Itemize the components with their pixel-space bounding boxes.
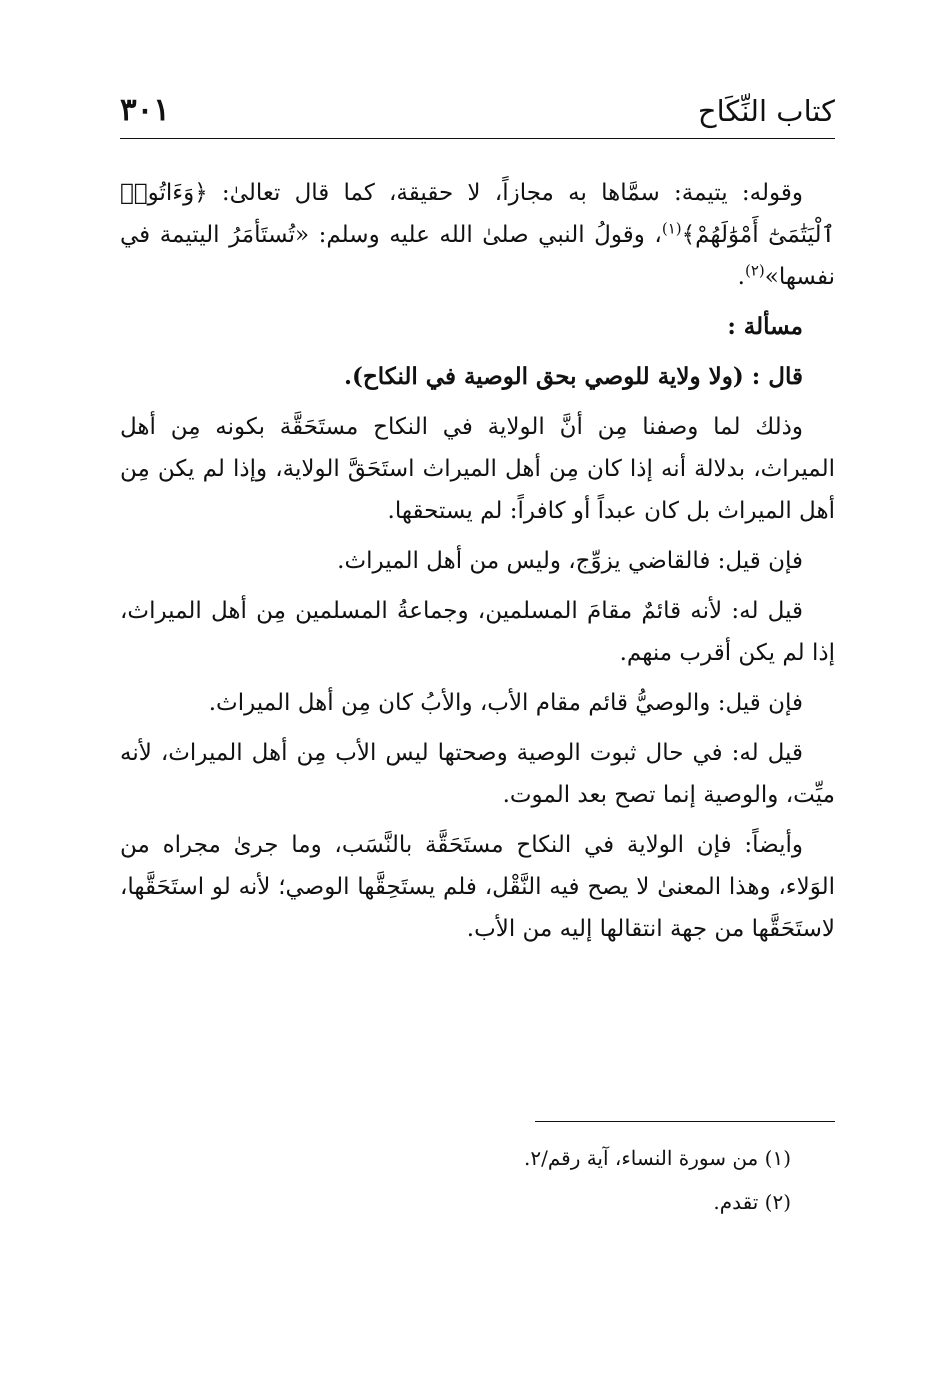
paragraph-1 <box>120 172 835 298</box>
footnotes <box>120 1136 835 1224</box>
section-heading: مسألة : <box>727 313 803 340</box>
qal-line <box>120 356 835 398</box>
qal-quote: (ولا ولاية للوصي بحق الوصية في النكاح). <box>344 363 744 390</box>
paragraph-4: قيل له: لأنه قائمٌ مقامَ المسلمين، وجماعةُ المسلمين مِن أهل الميراث، إذا لم يكن أقرب منهم. <box>120 598 835 666</box>
paragraph-6: قيل له: في حال ثبوت الوصية وصحتها ليس الأب مِن أهل الميراث، لأنه ميِّت، والوصية إنما تصح بعد الموت. <box>120 740 835 808</box>
page-header <box>120 84 835 132</box>
footnote-ref-2: (٢) <box>744 261 765 280</box>
paragraph-1-text-after: ، وقولُ النبي صلىٰ الله عليه وسلم: «تُستَأمَرُ اليتيمة في نفسها» <box>120 222 835 290</box>
paragraph-7: وأيضاً: فإن الولاية في النكاح مستَحَقَّة بالنَّسَب، وما جرىٰ مجراه من الوَلاء، وهذا المعنىٰ لا يصح فيه النَّقْل، فلم يستَحِقَّها الوصي؛ لأنه لو استَحَقَّها، لاستَحَقَّها من جهة انتقالها إليه من الأب. <box>120 832 835 942</box>
footnote-2: (٢) تقدم. <box>713 1190 791 1214</box>
page-number: ٣٠١ <box>120 92 170 128</box>
qal-prefix: قال : <box>743 363 803 390</box>
paragraph-1-text: وقوله: يتيمة: سمَّاها به مجازاً، لا حقيقة، كما قال تعالىٰ: ﴿وَءَاتُوا۟ ٱلْيَتَٰمَىٰٓ أَمْوَٰلَهُمْ﴾ <box>120 180 835 248</box>
running-title: كتاب النِّكَاح <box>697 94 835 128</box>
main-text <box>120 172 835 958</box>
paragraph-5: فإن قيل: والوصيُّ قائم مقام الأب، والأبُ كان مِن أهل الميراث. <box>208 690 803 716</box>
footnote-ref-1: (١) <box>661 219 682 238</box>
header-rule <box>120 138 835 139</box>
paragraph-2: وذلك لما وصفنا مِن أنَّ الولاية في النكاح مستَحَقَّة بكونه مِن أهل الميراث، بدلالة أنه إذا كان مِن أهل الميراث استَحَقَّ الولاية، وإذا لم يكن مِن أهل الميراث بل كان عبداً أو كافراً: لم يستحقها. <box>120 414 835 524</box>
footnote-1: (١) من سورة النساء، آية رقم/٢. <box>523 1146 791 1170</box>
footnote-rule <box>535 1121 835 1122</box>
paragraph-3: فإن قيل: فالقاضي يزوِّج، وليس من أهل الميراث. <box>337 548 803 574</box>
paragraph-1-end: . <box>737 264 745 290</box>
